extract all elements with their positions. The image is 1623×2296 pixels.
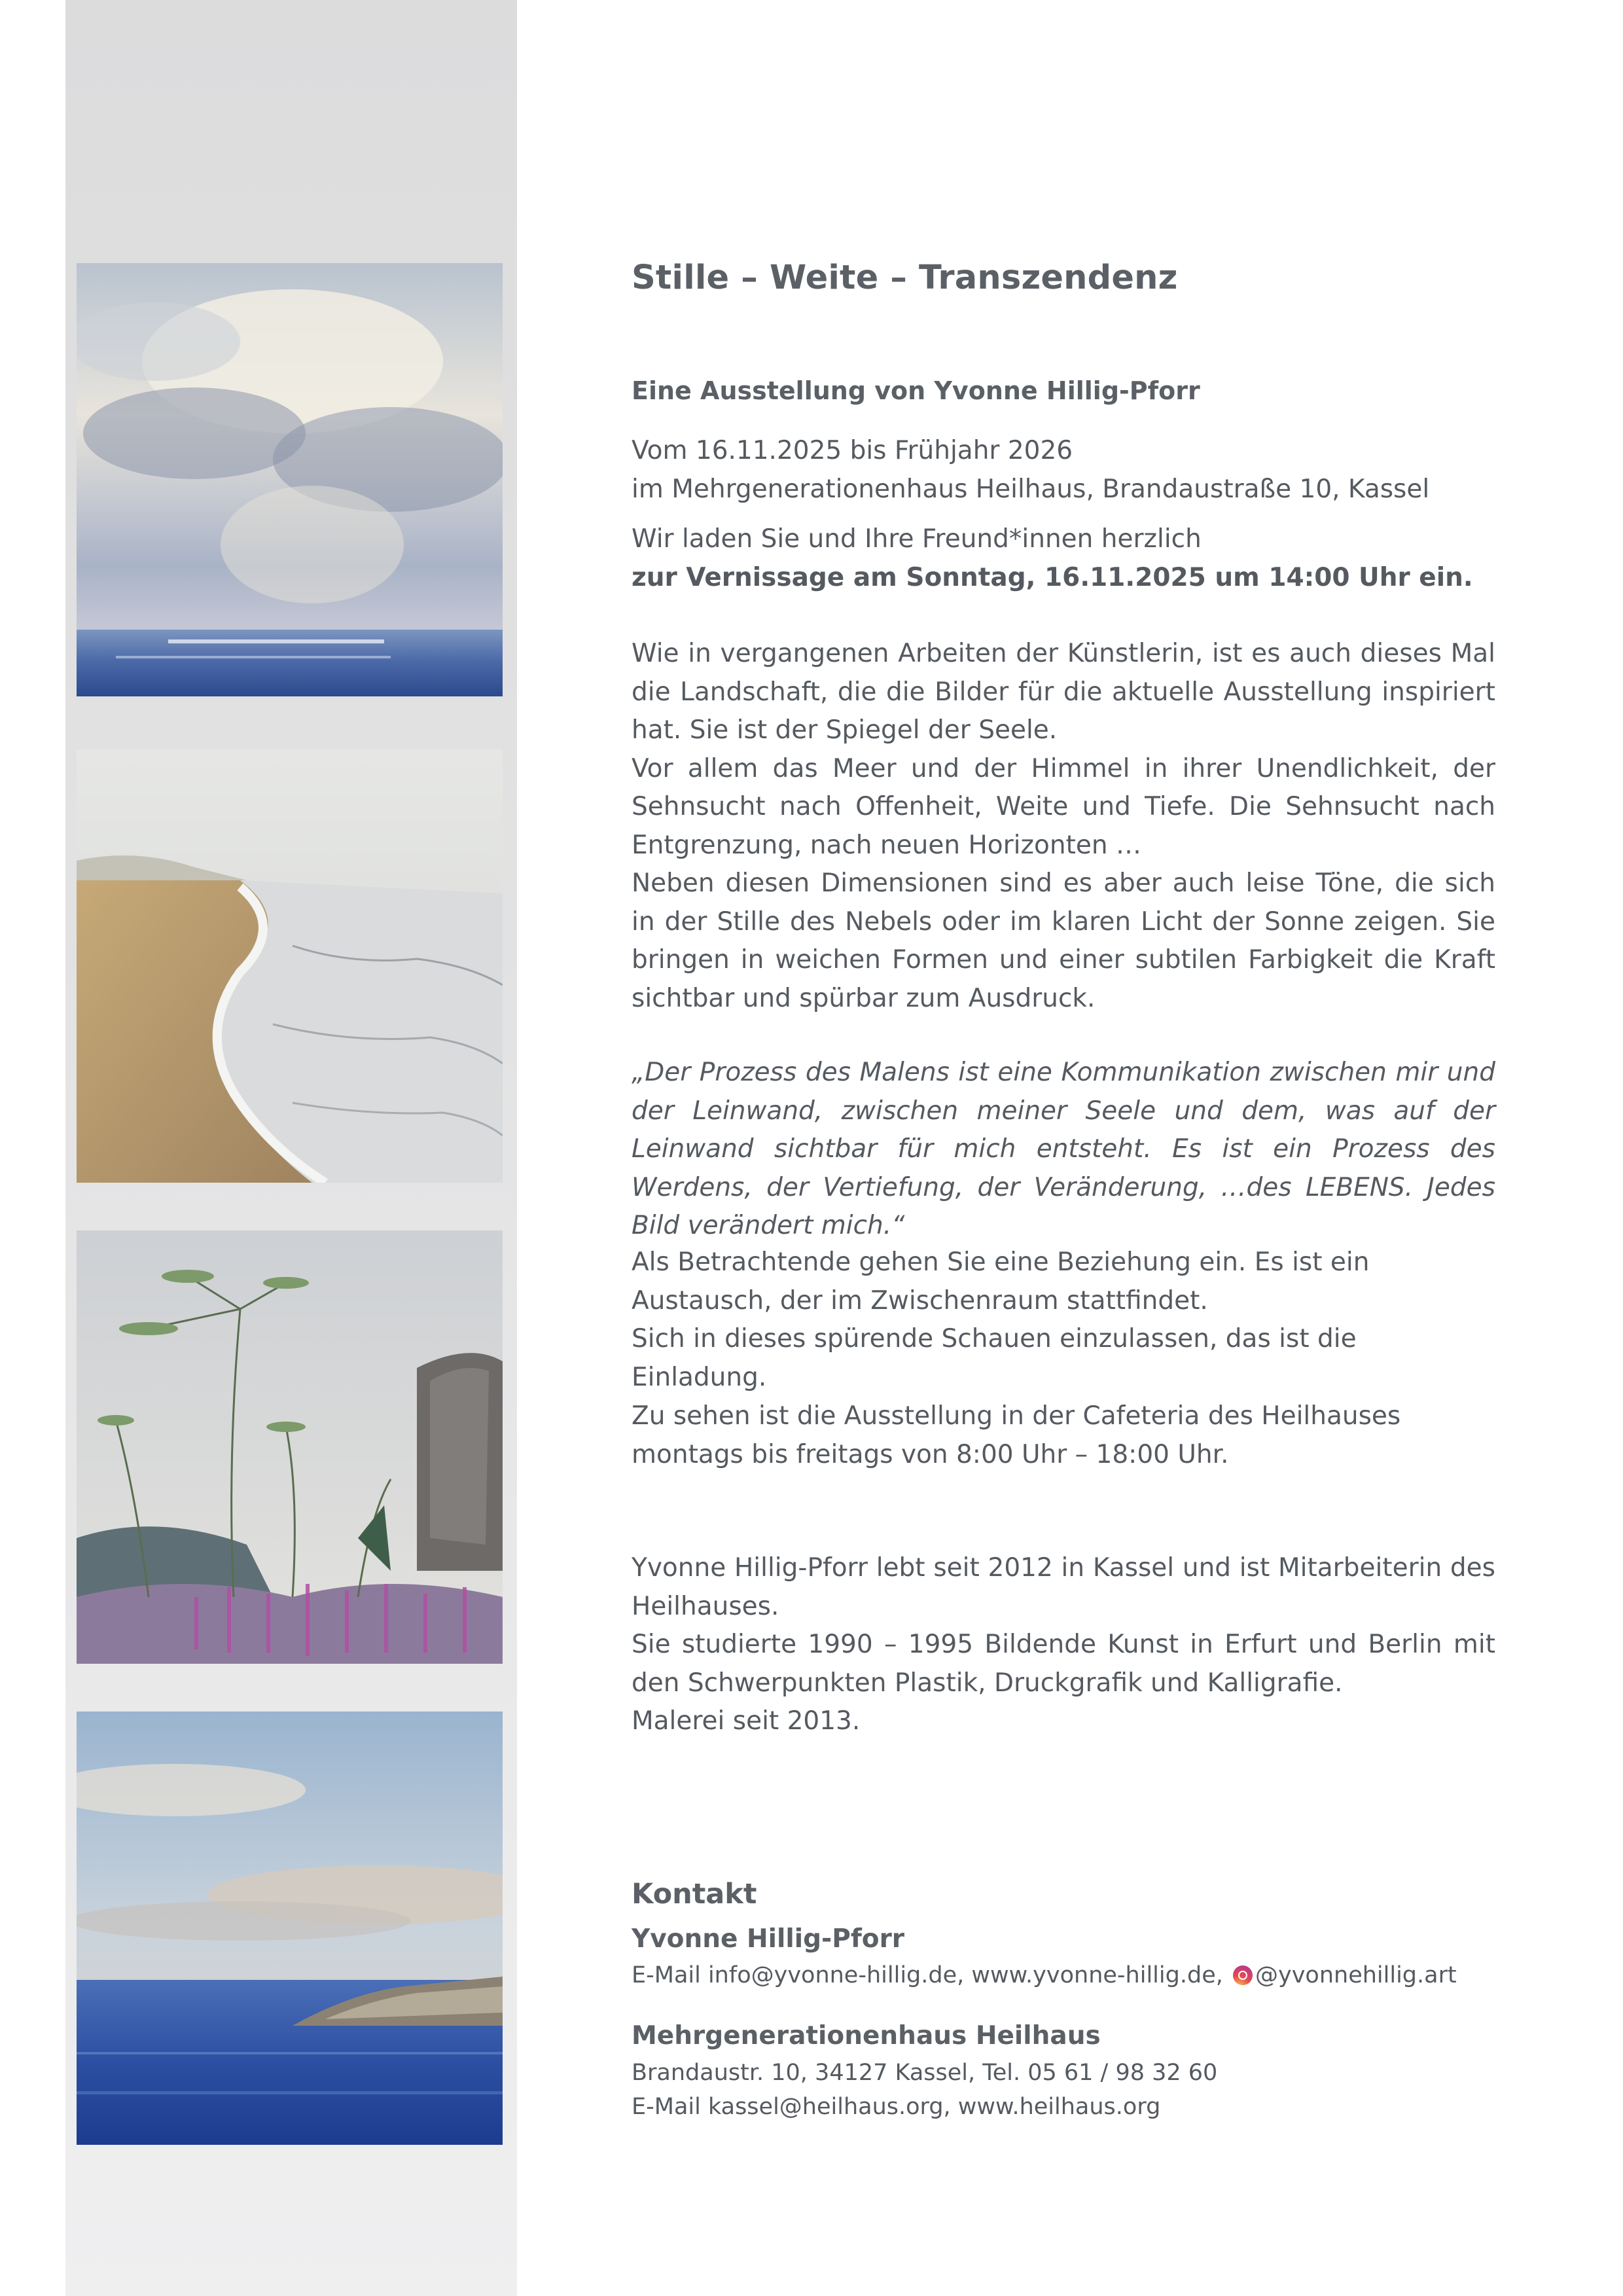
artist-contact-line [632, 1958, 1495, 1992]
bio-paragraph-1: Yvonne Hillig-Pforr lebt seit 2012 in Kassel und ist Mitarbeiterin des Heilhauses. [632, 1553, 1495, 1621]
opening-hours: Zu sehen ist die Ausstellung in der Cafeteria des Heilhauses montags bis freitags von 8:00 Uhr – 18:00 Uhr. [632, 1401, 1401, 1469]
viewer-block [632, 1244, 1495, 1397]
painting-blue-sea-cliffs [77, 1712, 503, 2145]
painting-sky-sea [77, 263, 503, 696]
dates-block [632, 432, 1495, 509]
description-paragraph-2: Vor allem das Meer und der Himmel in ihrer Unendlichkeit, der Sehnsucht nach Offenheit, Weite und Tiefe. Die Sehnsucht nach Entgrenzung, nach neuen Horizonten … [632, 753, 1495, 860]
invitation-block [632, 520, 1495, 597]
description-paragraph-1: Wie in vergangenen Arbeiten der Künstlerin, ist es auch dieses Mal die Landschaft, die die Bilder für die aktuelle Ausstellung inspiriert hat. Sie ist der Spiegel der Seele. [632, 639, 1495, 745]
description-block [632, 635, 1495, 1018]
invitation-line-1: Wir laden Sie und Ihre Freund*innen herzlich [632, 524, 1202, 554]
contact-section [632, 1875, 1495, 2124]
painting-wild-plants [77, 1230, 503, 1664]
invitation-text [632, 259, 1495, 2120]
venue-email[interactable]: E-Mail kassel@heilhaus.org, www.heilhaus.org [632, 2093, 1161, 2120]
viewer-paragraph-1: Als Betrachtende gehen Sie eine Beziehung ein. Es ist ein Austausch, der im Zwischenraum stattfindet. [632, 1247, 1370, 1316]
viewer-paragraph-2: Sich in dieses spürende Schauen einzulassen, das ist die Einladung. [632, 1324, 1357, 1392]
artist-bio [632, 1549, 1495, 1741]
dates-line-1: Vom 16.11.2025 bis Frühjahr 2026 [632, 436, 1073, 465]
dates-line-2: im Mehrgenerationenhaus Heilhaus, Brandaustraße 10, Kassel [632, 474, 1430, 504]
exhibition-subtitle: Eine Ausstellung von Yvonne Hillig-Pforr [632, 376, 1200, 405]
artist-instagram-handle[interactable]: @yvonnehillig.art [1255, 1962, 1457, 1988]
artist-quote: „Der Prozess des Malens ist eine Kommunikation zwischen mir und der Leinwand, zwischen meiner Seele und dem, was auf der Leinwand sichtbar für mich entsteht. Es ist ein Prozess des Werdens, der Vertiefung, der Veränderung, …des LEBENS. Jedes Bild verändert mich.“ [632, 1058, 1495, 1240]
invitation-line-2: zur Vernissage am Sonntag, 16.11.2025 um 14:00 Uhr ein. [632, 562, 1473, 592]
contact-heading: Kontakt [632, 1878, 757, 1910]
venue-name: Mehrgenerationenhaus Heilhaus [632, 2021, 1101, 2051]
instagram-icon [1233, 1965, 1253, 1985]
painting-foggy-beach [77, 749, 503, 1183]
bio-paragraph-2: Sie studierte 1990 – 1995 Bildende Kunst in Erfurt und Berlin mit den Schwerpunkten Plastik, Druckgrafik und Kalligrafie. [632, 1630, 1495, 1698]
page-title: Stille – Weite – Transzendenz [632, 259, 1178, 297]
artist-contact-text[interactable]: E-Mail info@yvonne-hillig.de, www.yvonne-hillig.de, [632, 1962, 1230, 1988]
artist-name: Yvonne Hillig-Pforr [632, 1924, 905, 1954]
description-paragraph-3: Neben diesen Dimensionen sind es aber auch leise Töne, die sich in der Stille des Nebels oder im klaren Licht der Sonne zeigen. Sie bringen in weichen Formen und einer subtilen Farbigkeit die Kraft sichtbar und spürbar zum Ausdruck. [632, 869, 1495, 1013]
bio-paragraph-3: Malerei seit 2013. [632, 1706, 861, 1736]
venue-address: Brandaustr. 10, 34127 Kassel, Tel. 05 61 / 98 32 60 [632, 2059, 1218, 2086]
